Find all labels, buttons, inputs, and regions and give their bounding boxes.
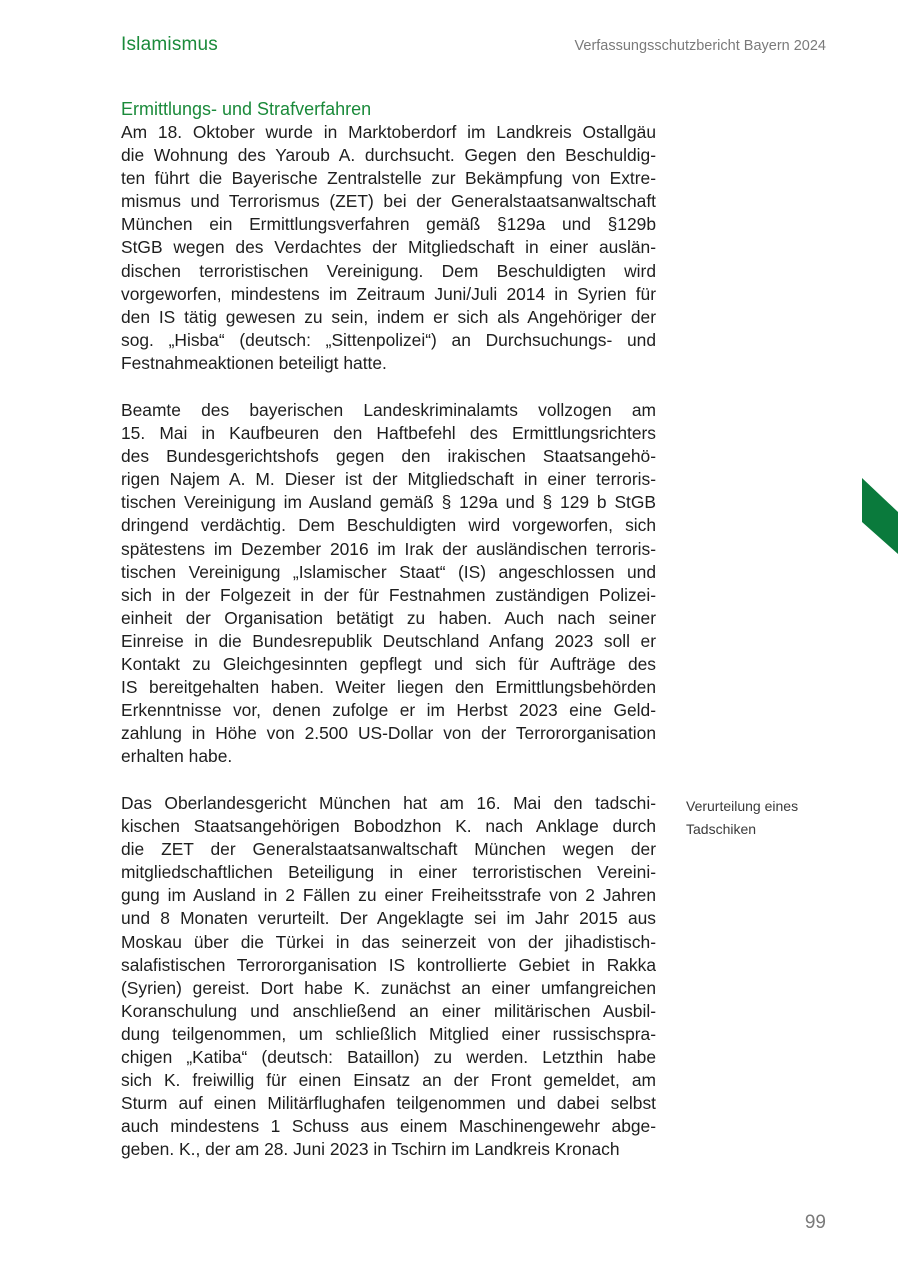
text-line: Festnahmeaktionen beteiligt hatte. [121, 352, 387, 373]
text-line: tischen Vereinigung „Islamischer Staat“ (IS) angeschlossen und [121, 561, 656, 582]
text-line: tischen Vereinigung im Ausland gemäß § 129a und § 129 b StGB [121, 492, 656, 513]
text-line: Am 18. Oktober wurde in Marktoberdorf im Landkreis Ostallgäu [121, 122, 656, 142]
text-line: und 8 Monaten verurteilt. Der Angeklagte sei im Jahr 2015 aus [121, 908, 656, 929]
section-title: Islamismus [121, 34, 219, 55]
text-line: Moskau über die Türkei in das seinerzeit von der jihadistisch- [121, 931, 656, 952]
margin-note [686, 795, 798, 841]
text-line: Erkenntnisse vor, denen zufolge er im Herbst 2023 eine Geld- [121, 700, 656, 721]
text-line: dringend verdächtig. Dem Beschuldigten wird vorgeworfen, sich [121, 515, 656, 536]
text-line: zahlung in Höhe von 2.500 US-Dollar von der Terrororganisation [121, 723, 656, 744]
text-line: (Syrien) gereist. Dort habe K. zunächst an einer umfangreichen [121, 977, 656, 998]
text-line: mitgliedschaftlichen Beteiligung in einer terroristischen Vereini- [121, 862, 656, 883]
report-title: Verfassungsschutzbericht Bayern 2024 [574, 38, 826, 54]
text-line: München ein Ermittlungsverfahren gemäß §129a und §129b [121, 214, 656, 235]
text-line: sich K. freiwillig für einen Einsatz an der Front gemeldet, am [121, 1070, 656, 1091]
text-line: des Bundesgerichtshofs gegen den irakischen Staatsangehö- [121, 446, 656, 467]
text-line: sog. „Hisba“ (deutsch: „Sittenpolizei“) an Durchsuchungs- und [121, 329, 656, 350]
paragraph-3 [121, 792, 656, 1162]
subheading: Ermittlungs- und Strafverfahren [121, 99, 372, 119]
text-line: 15. Mai in Kaufbeuren den Haftbefehl des Ermittlungsrichters [121, 423, 656, 444]
text-line: Das Oberlandesgericht München hat am 16. Mai den tadschi- [121, 793, 656, 813]
page-number: 99 [804, 1212, 826, 1233]
text-line: ten führt die Bayerische Zentralstelle zur Bekämpfung von Extre- [121, 168, 656, 189]
text-line: geben. K., der am 28. Juni 2023 in Tschirn im Landkreis Kronach [121, 1139, 620, 1160]
margin-note-line-1: Verurteilung eines [686, 798, 799, 814]
text-line: einheit der Organisation betätigt zu haben. Auch nach seiner [121, 607, 656, 628]
text-line: auch mindestens 1 Schuss aus einem Maschinengewehr abge- [121, 1116, 656, 1137]
paragraph-2 [121, 399, 656, 769]
paragraph-1 [121, 121, 656, 375]
text-line: die ZET der Generalstaatsanwaltschaft München wegen der [121, 839, 656, 860]
text-line: dischen terroristischen Vereinigung. Dem Beschuldigten wird [121, 260, 656, 281]
text-line: Beamte des bayerischen Landeskriminalamts vollzogen am [121, 400, 656, 420]
margin-note-line-2: Tadschiken [686, 821, 757, 837]
text-line: StGB wegen des Verdachtes der Mitgliedschaft in einer auslän- [121, 237, 656, 258]
text-line: IS bereitgehalten haben. Weiter liegen den Ermittlungsbehörden [121, 677, 656, 698]
text-line: erhalten habe. [121, 746, 233, 767]
text-line: dung teilgenommen, um schließlich Mitglied einer russischspra- [121, 1023, 656, 1044]
text-line: Kontakt zu Gleichgesinnten gepflegt und sich für Aufträge des [121, 654, 656, 675]
text-line: kischen Staatsangehörigen Bobodzhon K. nach Anklage durch [121, 816, 656, 837]
text-line: chigen „Katiba“ (deutsch: Bataillon) zu werden. Letzthin habe [121, 1047, 656, 1068]
text-line: sich in der Folgezeit in der für Festnahmen zuständigen Polizei- [121, 584, 656, 605]
text-line: rigen Najem A. M. Dieser ist der Mitgliedschaft in einer terroris- [121, 469, 656, 490]
chapter-tab-marker [862, 478, 900, 554]
text-line: die Wohnung des Yaroub A. durchsucht. Gegen den Beschuldig- [121, 145, 656, 166]
text-line: gung im Ausland in 2 Fällen zu einer Freiheitsstrafe von 2 Jahren [121, 885, 656, 906]
text-line: vorgeworfen, mindestens im Zeitraum Juni/Juli 2014 in Syrien für [121, 283, 656, 304]
text-line: Koranschulung und anschließend an einer militärischen Ausbil- [121, 1000, 656, 1021]
text-line: den IS tätig gewesen zu sein, indem er sich als Angehöriger der [121, 306, 656, 327]
text-line: mismus und Terrorismus (ZET) bei der Generalstaatsanwaltschaft [121, 191, 656, 212]
text-line: Sturm auf einen Militärflughafen teilgenommen und dabei selbst [121, 1093, 656, 1114]
text-line: Einreise in die Bundesrepublik Deutschland Anfang 2023 soll er [121, 630, 656, 651]
text-line: salafistischen Terrororganisation IS kontrollierte Gebiet in Rakka [121, 954, 656, 975]
text-line: spätestens im Dezember 2016 im Irak der ausländischen terroris- [121, 538, 656, 559]
